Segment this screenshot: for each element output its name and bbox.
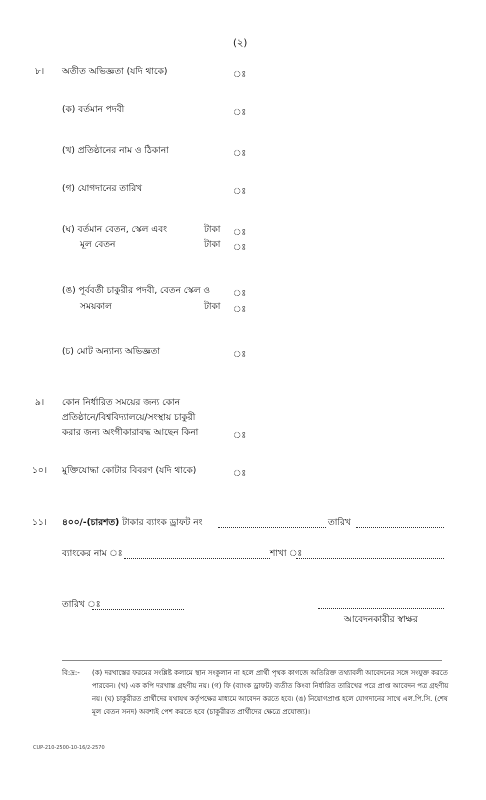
item-8-umo-line1: (ঙ) পূর্ববর্তী চাকুরীর পদবী, বেতন স্কেল ও <box>62 286 211 296</box>
note-line-4: মূল বেতন সনদ) অবশ্যই পেশ করতে হবে (চাকুরীরত প্রার্থীদের ক্ষেত্রে প্রযোজ্য)। <box>92 708 311 716</box>
colon: ঃ <box>233 187 247 197</box>
item-8-number: ৮। <box>35 67 45 77</box>
colon: ঃ <box>233 149 247 159</box>
note-line-2: পারবেন। (খ) এক কপি দরখাস্ত গ্রহণীয় নয়। (গ) ফি (ব্যাংক ড্রাফট) ব্যতীত কিংবা নির্ধারিত তারিখের পরে প্রাপ্ত আবেদন পত্র গ্রহণীয় <box>92 682 449 690</box>
taka-label: টাকা <box>204 225 221 235</box>
colon: ঃ <box>233 70 247 80</box>
note-prefix: বি:দ্র:- <box>62 669 80 677</box>
item-8-umo-line2: সময়কাল <box>80 302 112 312</box>
item-11-number: ১১। <box>32 518 47 528</box>
item-8-ga: (গ) যোগদানের তারিখ <box>62 184 143 194</box>
colon: ঃ <box>233 243 247 253</box>
note-line-1: (ক) দরখাস্তের ফরমের সংশ্লিষ্ট কলামে স্থান সংকুলান না হলে প্রার্থী পৃথক কাগজে অতিরিক্ত তথ্যাবলী আবেদনের সঙ্গে সংযুক্ত করতে <box>92 669 448 677</box>
draft-number-field[interactable] <box>218 527 326 528</box>
colon: ঃ <box>233 305 247 315</box>
signature-label: আবেদনকারীর স্বাক্ষর <box>344 615 418 625</box>
item-8-cha: (চ) মোট অন্যান্য অভিজ্ঞতা <box>62 347 161 357</box>
bank-name-field[interactable] <box>124 558 270 559</box>
colon: ঃ <box>233 469 247 479</box>
item-10-label: মুক্তিযোদ্ধা কোটার বিবরণ (যদি থাকে) <box>62 466 197 476</box>
colon: ঃ <box>233 431 247 441</box>
signature-field[interactable] <box>318 608 444 609</box>
footer-code: CUP-210-2500-10-16/2-2570 <box>33 745 105 751</box>
colon: ঃ <box>233 350 247 360</box>
note-separator <box>62 660 442 661</box>
item-8-label: অতীত অভিজ্ঞতা (যদি থাকে) <box>62 67 168 77</box>
item-8-kha: (খ) প্রতিষ্ঠানের নাম ও ঠিকানা <box>62 146 169 156</box>
date-label: তারিখ ঃ <box>62 600 101 610</box>
item-10-number: ১০। <box>32 466 47 476</box>
colon: ঃ <box>233 108 247 118</box>
branch-label: শাখা ঃ <box>270 549 303 559</box>
page-number: (২) <box>233 38 248 49</box>
item-9-line1: কোন নির্ধারিত সময়ের জন্য কোন <box>62 398 181 408</box>
draft-amount: ৪০০/-(চারশত) <box>62 518 120 528</box>
item-9-line3: করার জন্য অংগীকারাবদ্ধ আছেন কিনা <box>62 428 199 438</box>
item-8-gha-line1: (ঘ) বর্তমান বেতন, স্কেল এবং <box>62 225 167 235</box>
item-11-label <box>62 518 202 529</box>
draft-date-label: তারিখ <box>328 518 351 528</box>
draft-date-field[interactable] <box>356 527 444 528</box>
taka-label: টাকা <box>204 240 221 250</box>
draft-label: টাকার ব্যাংক ড্রাফট নং <box>119 518 203 528</box>
item-8-ka: (ক) বর্তমান পদবী <box>62 105 125 115</box>
note-line-3: নয়। (ঘ) চাকুরীরত প্রার্থীদের যথাযথ কর্তৃপক্ষের মাধ্যমে আবেদন করতে হবে। (ঙ) নিয়োগপ্রাপ্ত হলে যোগদানের সাথে এল.পি.সি. (শেষ <box>92 695 448 703</box>
colon: ঃ <box>233 228 247 238</box>
item-9-line2: প্রতিষ্ঠানে/বিশ্ববিদ্যালয়ে/সংস্থায় চাকুরী <box>62 413 196 423</box>
branch-field[interactable] <box>296 558 444 559</box>
taka-label: টাকা <box>204 302 221 312</box>
bank-name-label: ব্যাংকের নাম ঃ <box>62 549 123 559</box>
colon: ঃ <box>233 289 247 299</box>
date-field[interactable] <box>92 609 184 610</box>
item-9-number: ৯। <box>35 398 45 408</box>
item-8-gha-line2: মূল বেতন <box>80 240 116 250</box>
